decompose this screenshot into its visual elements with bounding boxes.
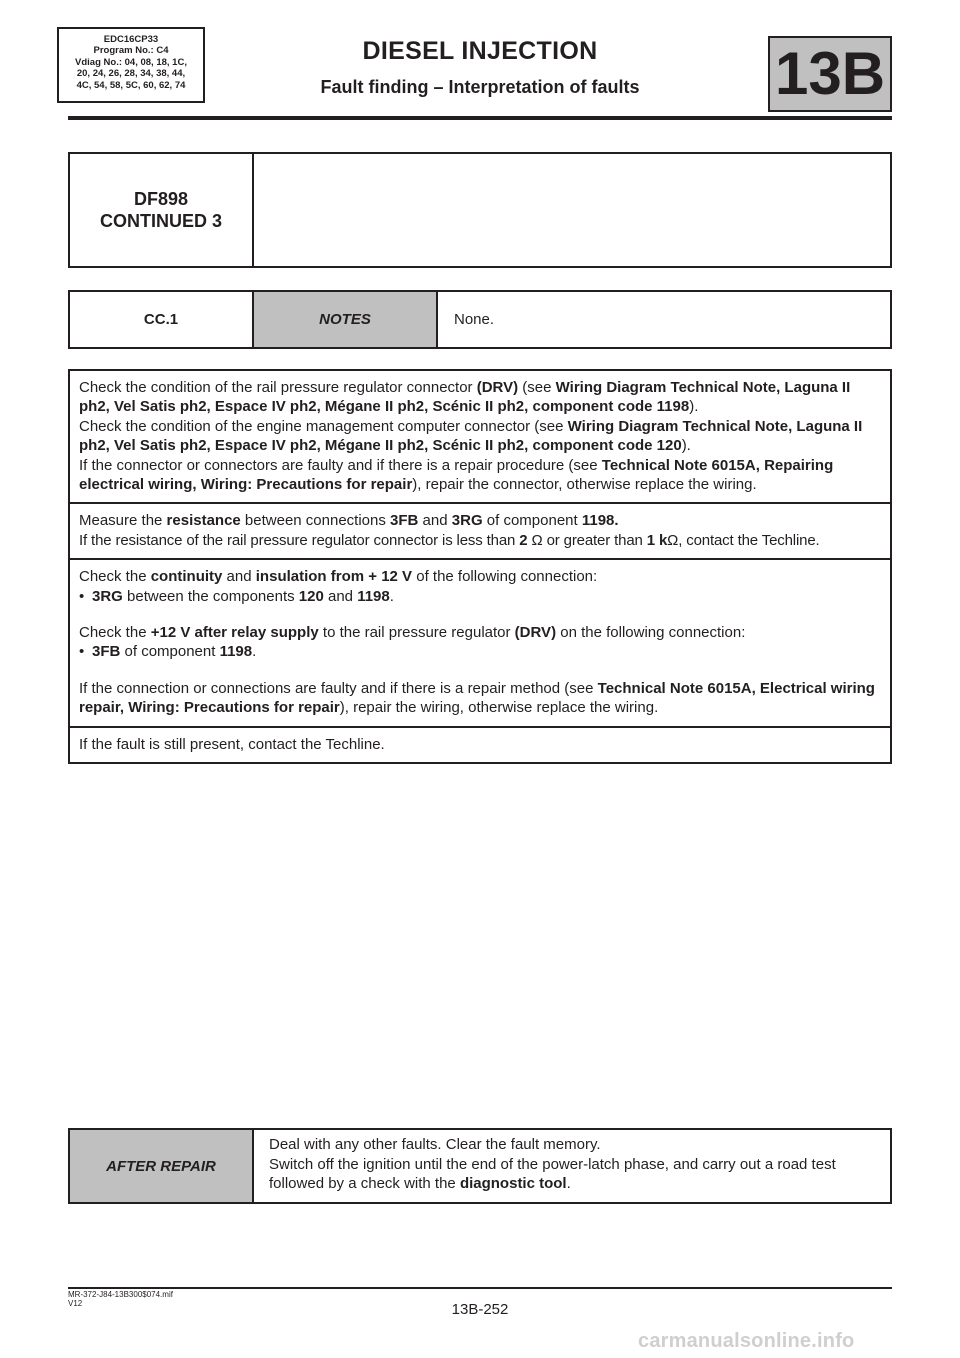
notes-label: NOTES (254, 292, 438, 347)
footer-file-reference: MR-372-J84-13B300$074.mif V12 (68, 1290, 173, 1308)
procedure-step-techline (70, 728, 890, 762)
procedure-table (68, 369, 892, 764)
after-repair-text: Deal with any other faults. Clear the fault memory. Switch off the ignition until the end of the power-latch phase, and carry out a road test followed by a check with the diagnostic tool. (269, 1136, 836, 1192)
fault-code: DF898 (133, 189, 189, 209)
step-text: Check the continuity and insulation from + 12 V of the following connection: (79, 568, 598, 586)
step-text: Check the +12 V after relay supply to the rail pressure regulator (DRV) on the following connection: (79, 624, 746, 642)
step-text: If the connection or connections are faulty and if there is a repair method (see Technical Note 6015A, Electrical wiring repair, Wiring: Precautions for repair), repair the wiring, otherwise replace the wiring. (79, 679, 875, 717)
fault-code-cell (70, 154, 254, 266)
step-text: If the resistance of the rail pressure regulator connector is less than 2 Ω or greater than 1 kΩ, contact the Techline. (79, 531, 820, 549)
section-code: 13B (768, 36, 892, 112)
step-text: Measure the resistance between connections 3FB and 3RG of component 1198. (79, 512, 619, 530)
after-repair-box (68, 1128, 892, 1204)
after-repair-label: AFTER REPAIR (70, 1130, 254, 1202)
notes-row (68, 290, 892, 349)
page-title: DIESEL INJECTION (362, 37, 598, 65)
notes-text: None. (454, 311, 495, 328)
procedure-step-continuity (70, 560, 890, 727)
ident-line: 4C, 54, 58, 5C, 60, 62, 74 (76, 79, 186, 91)
ident-line: Vdiag No.: 04, 08, 18, 1C, (75, 56, 187, 68)
procedure-step-resistance (70, 504, 890, 560)
vehicle-identification-box (57, 27, 205, 103)
step-text: If the fault is still present, contact the Techline. (79, 735, 385, 753)
condition-code: CC.1 (70, 292, 254, 347)
ident-line: EDC16CP33 (103, 34, 159, 45)
fault-continued-label: CONTINUED 3 (99, 211, 222, 231)
list-item: • 3FB of component 1198. (79, 642, 882, 661)
step-text: Check the condition of the engine management computer connector (see Wiring Diagram Technical Note, Laguna II ph2, Vel Satis ph2, Espace IV ph2, Mégane II ph2, Scénic II ph2, component code 120). (79, 417, 863, 455)
fault-code-box (68, 152, 892, 268)
step-text: If the connector or connectors are faulty and if there is a repair procedure (see Technical Note 6015A, Repairing electrical wiring, Wiring: Precautions for repair), repair the connector, otherwise replace the wiring. (79, 456, 834, 494)
list-item: • 3RG between the components 120 and 1198. (79, 587, 882, 606)
ident-line: 20, 24, 26, 28, 34, 38, 44, (76, 68, 186, 80)
watermark: carmanualsonline.info (638, 1330, 855, 1352)
header-divider (68, 116, 892, 120)
step-text: Check the condition of the rail pressure regulator connector (DRV) (see Wiring Diagram Technical Note, Laguna II ph2, Vel Satis ph2, Espace IV ph2, Mégane II ph2, Scénic II ph2, component code 1198). (79, 379, 851, 416)
procedure-step-connector-check (70, 371, 890, 504)
ident-line: Program No.: C4 (93, 45, 169, 57)
page-subtitle: Fault finding – Interpretation of faults (320, 77, 640, 97)
footer-divider (68, 1287, 892, 1289)
page-number: 13B-252 (451, 1301, 509, 1318)
